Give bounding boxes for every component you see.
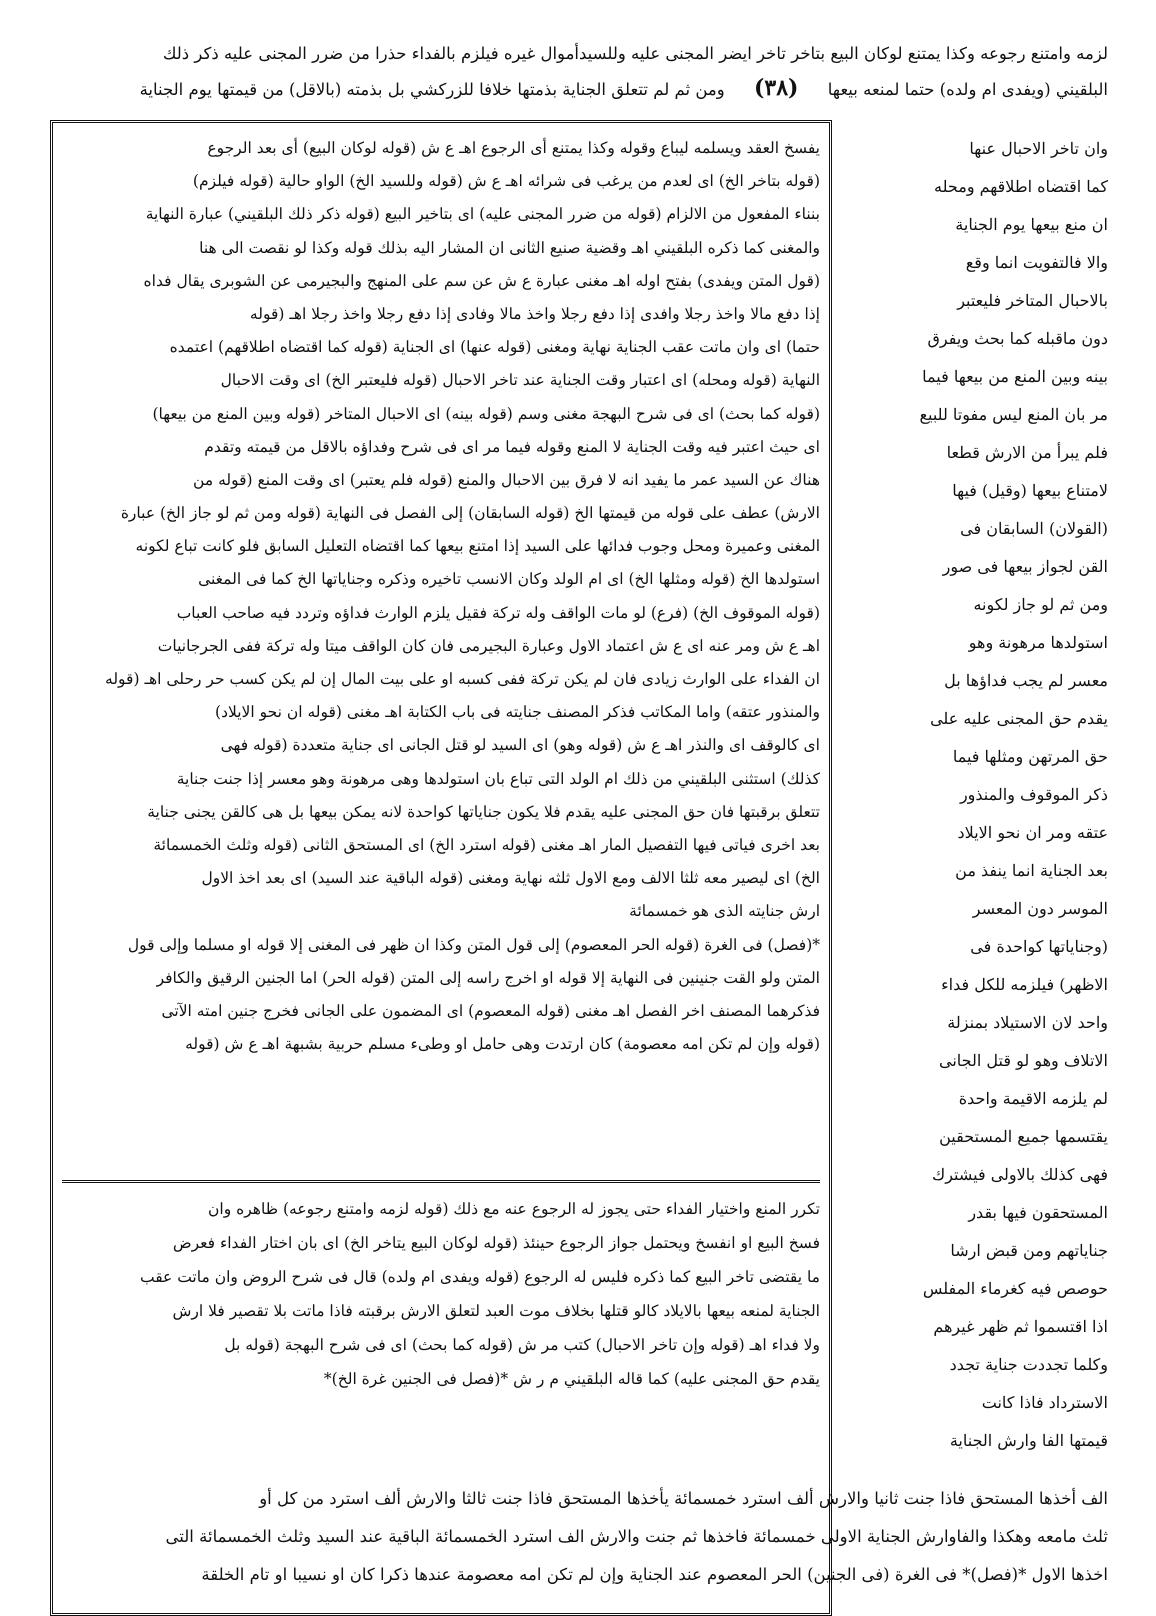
side-line: عتقه ومر ان نحو الايلاد	[957, 823, 1108, 842]
side-line: لامتناع بيعها (وقيل) فيها	[952, 481, 1108, 500]
sharh-line: اى كالوقف اى والنذر اهـ ع ش (قوله وهو) اى السيد لو قتل الجانى اى جناية متعددة (قوله فهى	[220, 736, 820, 755]
side-line: فلم يبرأ من الارش قطعا	[946, 443, 1108, 462]
side-line: مر بان المنع ليس مفوتا للبيع	[919, 405, 1108, 424]
sharh-line: الخ) اى ليصير معه ثلثا الالف ومع الاول ثلثه نهاية ومغنى (قوله الباقية عند السيد) اى بعد اخذ الاول	[201, 869, 820, 888]
sharh-line: هناك عن السيد عمر ما يفيد انه لا فرق بين الاحبال والمنع (قوله فلم يعتبر) اى وقت المنع (قوله من	[193, 470, 820, 489]
sharh-line: (قول المتن ويفدى) بفتح اوله اهـ مغنى عبارة ع ش عن سم على المنهج والبجيرمى عن الشوبرى يقال فداه	[143, 271, 820, 290]
side-line: جناياتهم ومن قبض ارشا	[950, 1241, 1108, 1260]
sharh-block	[62, 132, 820, 1061]
side-line: كما اقتضاه اطلاقهم ومحله	[934, 177, 1108, 196]
side-column	[838, 130, 1108, 1460]
hashiya-block	[62, 1192, 820, 1396]
sharh-line: (قوله بتاخر الخ) اى لعدم من يرغب فى شرائه اهـ ع ش (قوله وللسيد الخ) الواو حالية (قوله فيلزم)	[192, 172, 820, 191]
side-line: يقدم حق المجنى عليه على	[930, 709, 1108, 728]
sharh-line: والمغنى كما ذكره البلقيني اهـ وقضية صنيع الثانى ان المشار اليه بذلك قوله وكذا لو نقصت الى هنا	[199, 238, 820, 257]
side-line: (وجناياتها كواحدة فى	[970, 937, 1108, 956]
side-line: والا فالتفويت انما وقع	[965, 253, 1108, 272]
header-line-2-right: البلقيني (ويفدى ام ولده) حتما لمنعه بيعها	[827, 80, 1108, 99]
footer-line: اخذها الاول *(فصل)* فى الغرة (فى الجنين) الحر المعصوم عند الجناية وإن لم تكن امه معصومة عندها ذكرا كان او نسيبا او تام الخلقة	[201, 1565, 1108, 1584]
side-line: لم يلزمه الاقيمة واحدة	[958, 1089, 1108, 1108]
side-line: (القولان) السابقان فى	[960, 519, 1108, 538]
side-line: وكلما تجددت جناية تجدد	[949, 1355, 1108, 1374]
side-line: بالاحبال المتاخر فليعتبر	[957, 291, 1108, 310]
header-line-1: لزمه وامتنع رجوعه وكذا يمتنع لوكان البيع بتاخر تاخر ايضر المجنى عليه وللسيدأموال غيره فيلزم بالفداء حذرا من ضرر المجنى عليه ذكر ذلك	[162, 44, 1108, 63]
side-line: حوصص فيه كغرماء المفلس	[922, 1279, 1108, 1298]
header-text	[50, 36, 1108, 106]
sharh-line: ان الفداء على الوارث زيادى فان لم يكن تركة ففى كسبه او على بيت المال إن لم يكن كسب حر رحلى اهـ (قوله	[105, 670, 820, 688]
sharh-line: ارش جنايته الذى هو خمسمائة	[629, 902, 820, 921]
sharh-line: المغنى وعميرة ومحل وجوب فدائها على السيد إذا امتنع بيعها كما اقتضاه التعليل السابق فلو كانت تباع لكونه	[135, 537, 820, 556]
side-line: يقتسمها جميع المستحقين	[939, 1127, 1108, 1146]
footer-line: الف أخذها المستحق فاذا جنت ثانيا والارش ألف استرد خمسمائة يأخذها المستحق فاذا جنت ثالثا والارش ألف استرد من كل أو	[259, 1489, 1108, 1508]
sharh-line: تتعلق برقبتها فان حق المجنى عليه يقدم فلا يكون جناياتها كواحدة لانه يمكن بيعها بل هى كالقن يجنى جناية	[147, 802, 820, 821]
hashiya-line: ولا فداء اهـ (قوله وإن تاخر الاحبال) كتب مر ش (قوله كما بحث) اى فى شرح البهجة (قوله بل	[224, 1336, 820, 1354]
side-line: الموسر دون المعسر	[972, 899, 1108, 918]
sharh-line: الارش) عطف على قوله من قيمتها الخ (قوله السابقان) إلى الفصل فى النهاية (قوله ومن ثم لو جاز الخ) عبارة	[120, 504, 820, 523]
side-line: الاتلاف وهو لو قتل الجانى	[939, 1051, 1108, 1070]
sharh-line: المتن ولو القت جنينين فى النهاية إلا قوله او اخرج راسه إلى المتن (قوله الحر) اما الجنين الرقيق والكافر	[156, 968, 820, 987]
side-line: ومن ثم لو جاز لكونه	[973, 595, 1108, 614]
side-line: فهى كذلك بالاولى فيشترك	[932, 1165, 1108, 1184]
side-line: بينه وبين المنع من بيعها فيما	[922, 367, 1108, 386]
sharh-line: حتما) اى وان ماتت عقب الجناية نهاية ومغنى (قوله عنها) اى الجناية (قوله كما اقتضاه اطلاقهم) اعتمده	[169, 338, 820, 357]
sharh-line: إذا دفع مالا واخذ رجلا وافدى إذا دفع رجلا واخذ مالا وفادى إذا دفع رجلا واخذ رجلا اهـ (قوله	[249, 304, 820, 323]
footer-text	[50, 1480, 1108, 1594]
sharh-line: بعد اخرى فياتى فيها التفصيل المار اهـ مغنى (قوله استرد الخ) اى المستحق الثانى (قوله وثلث الخمسمائة	[153, 835, 820, 854]
side-line: الاسترداد فاذا كانت	[981, 1393, 1108, 1412]
header-line-2-left: ومن ثم لم تتعلق الجناية بذمتها خلافا للزركشي بل بذمته (بالاقل) من قيمتها يوم الجناية	[139, 80, 725, 99]
hashiya-line: يقدم حق المجنى عليه) كما قاله البلقيني م ر ش *(فصل فى الجنين غرة الخ)*	[323, 1370, 820, 1388]
side-line: اذا اقتسموا ثم ظهر غيرهم	[933, 1317, 1108, 1336]
hashiya-line: فسخ البيع او انفسخ ويحتمل جواز الرجوع حينئذ (قوله لوكان البيع يتاخر الخ) اى بان اختار الفداء فعرض	[172, 1234, 820, 1252]
sharh-line: (قوله كما بحث) اى فى شرح البهجة مغنى وسم (قوله بينه) اى الاحبال المتاخر (قوله وبين المنع من بيعها)	[152, 404, 820, 423]
side-line: وان تاخر الاحبال عنها	[969, 139, 1108, 158]
hashiya-line: ما يقتضى تاخر البيع كما ذكره فليس له الرجوع (قوله ويفدى ام ولده) قال فى شرح الروض وان ماتت عقب	[139, 1268, 820, 1286]
hashiya-line: الجناية لمنعه بيعها بالايلاد كالو قتلها بخلاف موت العبد لتعلق الارش برقبته فاذا ماتت بلا تقصير فلا ارش	[172, 1302, 820, 1320]
sharh-line: النهاية (قوله ومحله) اى اعتبار وقت الجناية عند تاخر الاحبال (قوله فليعتبر الخ) اى وقت الاحبال	[220, 371, 820, 390]
side-line: دون ماقبله كما بحث ويفرق	[927, 329, 1108, 348]
side-line: ان منع بيعها يوم الجناية	[955, 215, 1108, 234]
page-number: (٣٨)	[753, 75, 799, 101]
sharh-line: بنناء المفعول من الالزام (قوله من ضرر المجنى عليه) اى بتاخير البيع (قوله ذكر ذلك البلقيني) عبارة النهاية	[145, 205, 820, 224]
side-line: استولدها مرهونة وهو	[968, 633, 1108, 652]
side-line: معسر لم يجب فداؤها بل	[944, 671, 1108, 690]
side-line: المستحقون فيها بقدر	[968, 1203, 1108, 1222]
side-line: واحد لان الاستيلاد بمنزلة	[947, 1013, 1108, 1032]
sharh-line: (قوله وإن لم تكن امه معصومة) كان ارتدت وهى حامل او وطىء مسلم حربية بشبهة اهـ ع ش (قوله	[185, 1035, 820, 1054]
sharh-line: استولدها الخ (قوله ومثلها الخ) اى ام الولد وكان الانسب تاخيره وذكره وجناياتها الخ كما فى المغنى	[198, 570, 820, 589]
sharh-line: فذكرهما المصنف اخر الفصل اهـ مغنى (قوله المعصوم) اى المضمون على الجانى فخرج جنين امته الآتى	[161, 1001, 820, 1020]
side-line: بعد الجناية انما ينفذ من	[955, 861, 1108, 880]
side-line: القن لجواز بيعها فى صور	[942, 557, 1108, 576]
header-line-2	[50, 71, 1108, 106]
sharh-line: *(فصل) فى الغرة (قوله الحر المعصوم) إلى قول المتن وكذا ان ظهر فى المغنى إلا قوله او مسلما وإلى قول	[127, 935, 820, 954]
sharh-line: (قوله الموقوف الخ) (فرع) لو مات الواقف وله تركة فقيل يلزم الوارث فداؤه وتردد فيه صاحب العباب	[176, 603, 820, 622]
footer-line: ثلث مامعه وهكذا والفاوارش الجناية الاولى خمسمائة فاخذها ثم جنت والارش الف استرد الخمسمائة الباقية عند السيد وثلث الخمسمائة التى	[165, 1527, 1108, 1546]
side-line: حق المرتهن ومثلها فيما	[952, 747, 1108, 766]
sharh-line: والمنذور عتقه) واما المكاتب فذكر المصنف جنايته فى باب الكتابة اهـ مغنى (قوله ان نحو الايلاد)	[215, 703, 820, 722]
hashiya-line: تكرر المنع واختيار الفداء حتى يجوز له الرجوع عنه مع ذلك (قوله لزمه وامتنع رجوعه) ظاهره وان	[208, 1200, 820, 1218]
section-divider	[62, 1180, 820, 1183]
side-line: الاظهر) فيلزمه للكل فداء	[941, 975, 1108, 994]
sharh-line: اى حيث اعتبر فيه وقت الجناية لا المنع وقوله فيما مر اى فى شرح وفداؤه بالاقل من قيمته وتقدم	[204, 437, 820, 456]
side-line: قيمتها الفا وارش الجناية	[949, 1431, 1108, 1450]
side-line: ذكر الموقوف والمنذور	[959, 785, 1108, 804]
sharh-line: اهـ ع ش ومر عنه اى ع ش اعتماد الاول وعبارة البجيرمى فان كان الواقف ميتا وله تركة ففى الجرجانيات	[157, 636, 820, 655]
sharh-line: يفسخ العقد ويسلمه ليباع وقوله وكذا يمتنع أى الرجوع اهـ ع ش (قوله لوكان البيع) أى بعد الرجوع	[207, 139, 820, 157]
sharh-line: كذلك) استثنى البلقيني من ذلك ام الولد التى تباع بان استولدها وهى مرهونة وهو معسر إذا جنت جناية	[176, 769, 820, 788]
